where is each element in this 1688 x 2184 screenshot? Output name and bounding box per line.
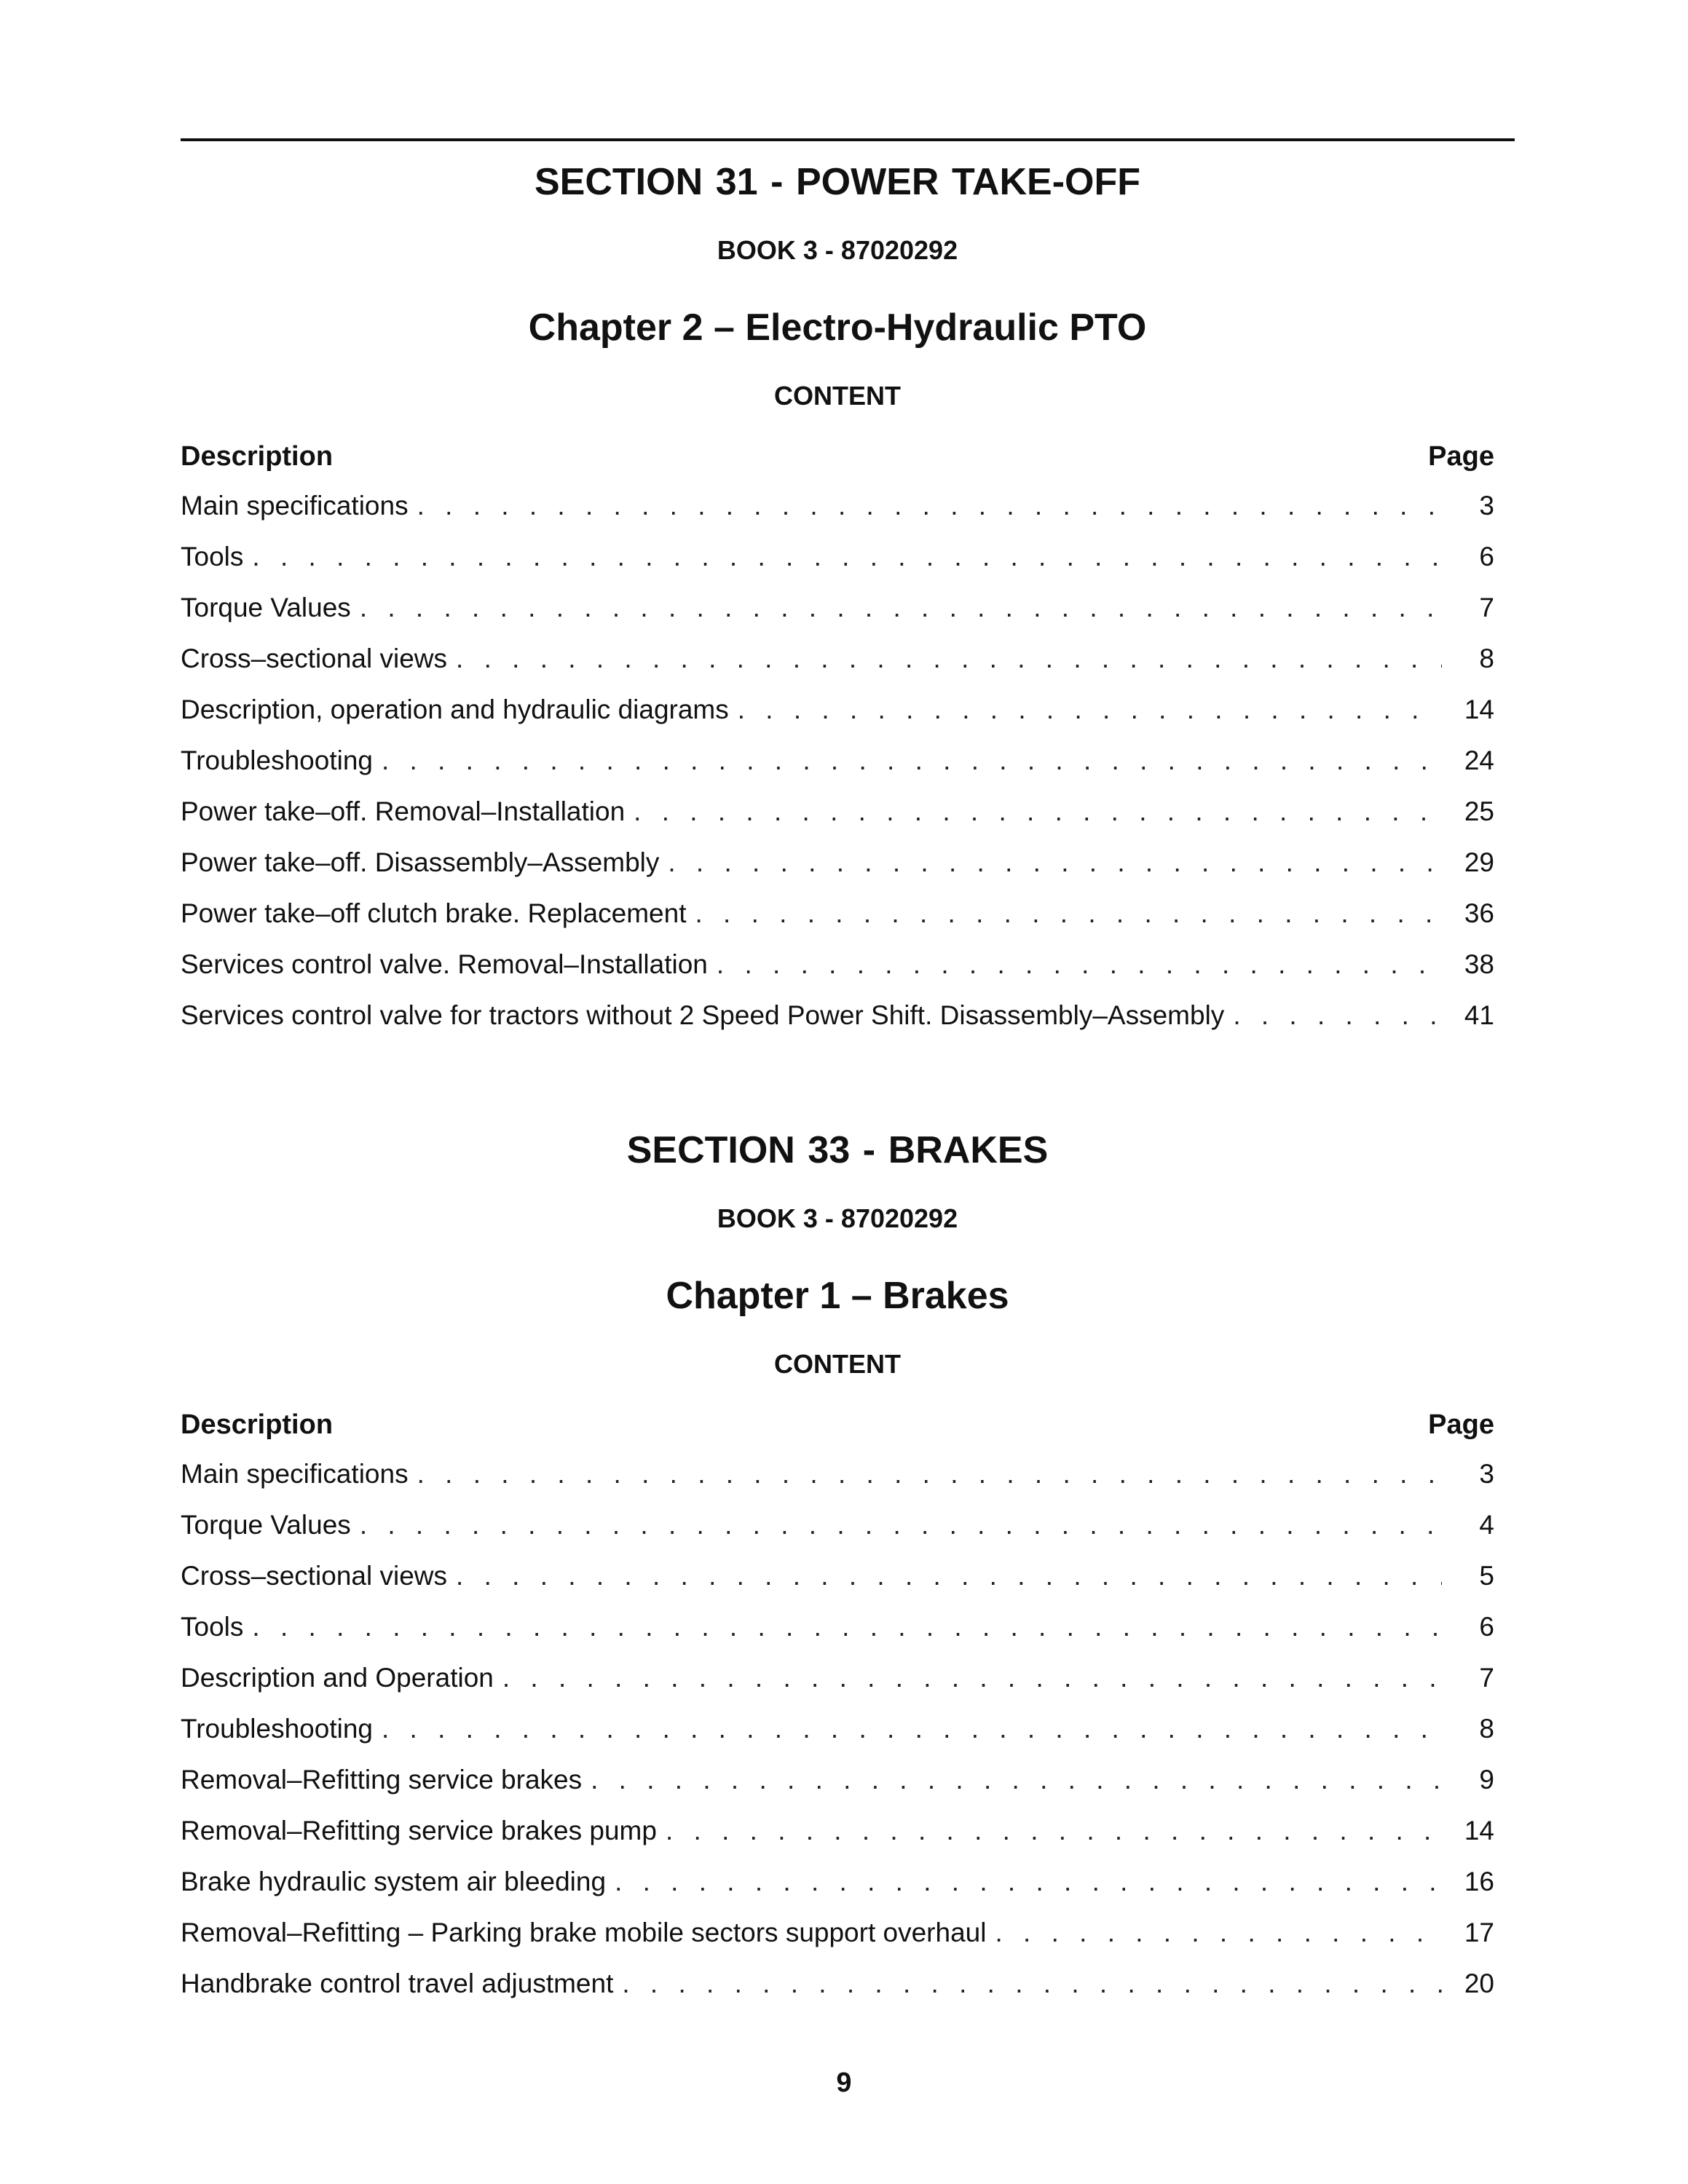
toc-entry[interactable] — [181, 1661, 1494, 1712]
toc-entry[interactable] — [181, 642, 1494, 693]
toc-entry[interactable] — [181, 1763, 1494, 1814]
toc-entry-page: 17 — [1464, 1918, 1494, 1947]
toc-entry-page: 7 — [1479, 1663, 1494, 1693]
toc-entry[interactable] — [181, 1610, 1494, 1661]
toc-entry-page: 6 — [1479, 1612, 1494, 1642]
dot-leader — [1233, 999, 1442, 1032]
toc-entry-title: Description and Operation — [181, 1663, 494, 1693]
toc-header — [181, 1408, 1494, 1441]
toc-entry-title: Brake hydraulic system air bleeding — [181, 1867, 607, 1896]
toc-entry-page: 36 — [1464, 898, 1494, 928]
dot-leader — [615, 1865, 1442, 1899]
dot-leader — [252, 1610, 1442, 1644]
toc-entry-page: 14 — [1464, 695, 1494, 724]
content-label: CONTENT — [774, 381, 901, 411]
toc-entry[interactable] — [181, 1508, 1494, 1559]
toc-entry-title: Power take–off clutch brake. Replacement — [181, 898, 687, 928]
toc-entry-title: Removal–Refitting – Parking brake mobile sectors support overhaul — [181, 1918, 987, 1947]
toc-entry-title: Tools — [181, 542, 244, 571]
toc-entry-page: 24 — [1464, 745, 1494, 775]
content-label: CONTENT — [774, 1349, 901, 1379]
toc-entry-page: 29 — [1464, 847, 1494, 877]
toc-list — [181, 489, 1494, 1050]
book-reference: BOOK 3 - 87020292 — [717, 1203, 958, 1233]
toc-entry-title: Torque Values — [181, 593, 351, 622]
toc-entry-page: 6 — [1479, 542, 1494, 571]
toc-entry-page: 3 — [1479, 1459, 1494, 1489]
dot-leader — [382, 744, 1442, 778]
dot-leader — [360, 591, 1442, 625]
dot-leader — [360, 1508, 1442, 1542]
toc-header-page: Page — [1428, 441, 1494, 472]
toc-entry[interactable] — [181, 1559, 1494, 1610]
toc-entry-page: 8 — [1479, 644, 1494, 673]
dot-leader — [622, 1967, 1442, 2001]
section-brakes — [181, 1127, 1494, 2018]
dot-leader — [417, 1457, 1442, 1491]
chapter-title: Chapter 1 – Brakes — [666, 1275, 1009, 1317]
dot-leader — [668, 846, 1442, 879]
toc-entry[interactable] — [181, 846, 1494, 897]
toc-entry-title: Services control valve for tractors without 2 Speed Power Shift. Disassembly–Assembly — [181, 1000, 1225, 1030]
toc-entry-title: Tools — [181, 1612, 244, 1642]
toc-entry[interactable] — [181, 897, 1494, 948]
toc-entry[interactable] — [181, 540, 1494, 591]
dot-leader — [382, 1712, 1442, 1746]
dot-leader — [456, 1559, 1442, 1593]
toc-entry[interactable] — [181, 999, 1494, 1050]
toc-header-description: Description — [181, 1409, 334, 1440]
top-rule — [181, 138, 1515, 141]
toc-entry-page: 3 — [1479, 491, 1494, 521]
toc-entry-page: 4 — [1479, 1510, 1494, 1540]
toc-entry-page: 7 — [1479, 593, 1494, 622]
toc-entry[interactable] — [181, 693, 1494, 744]
toc-header-description: Description — [181, 441, 334, 472]
toc-entry[interactable] — [181, 489, 1494, 540]
toc-entry-page: 8 — [1479, 1714, 1494, 1744]
toc-entry-title: Cross–sectional views — [181, 1561, 448, 1591]
toc-entry[interactable] — [181, 591, 1494, 642]
toc-entry-title: Power take–off. Disassembly–Assembly — [181, 847, 660, 877]
toc-entry-title: Main specifications — [181, 491, 409, 521]
section-title: SECTION 31 - POWER TAKE-OFF — [535, 161, 1140, 203]
toc-header — [181, 440, 1494, 473]
toc-entry[interactable] — [181, 1457, 1494, 1508]
toc-entry[interactable] — [181, 1967, 1494, 2018]
toc-entry-title: Power take–off. Removal–Installation — [181, 796, 626, 826]
toc-entry-title: Removal–Refitting service brakes pump — [181, 1816, 657, 1845]
toc-entry-title: Troubleshooting — [181, 745, 373, 775]
dot-leader — [995, 1916, 1442, 1950]
toc-entry-title: Services control valve. Removal–Installation — [181, 949, 708, 979]
toc-entry-title: Cross–sectional views — [181, 644, 448, 673]
toc-list — [181, 1457, 1494, 2018]
dot-leader — [417, 489, 1442, 523]
section-power-take-off — [181, 159, 1494, 1050]
toc-entry-page: 16 — [1464, 1867, 1494, 1896]
toc-entry-title: Troubleshooting — [181, 1714, 373, 1744]
toc-entry-title: Description, operation and hydraulic diagrams — [181, 695, 729, 724]
chapter-title: Chapter 2 – Electro-Hydraulic PTO — [528, 306, 1147, 349]
toc-entry-page: 25 — [1464, 796, 1494, 826]
toc-entry[interactable] — [181, 744, 1494, 795]
dot-leader — [666, 1814, 1442, 1848]
dot-leader — [502, 1661, 1442, 1695]
toc-entry[interactable] — [181, 1916, 1494, 1967]
dot-leader — [456, 642, 1442, 676]
page-number: 9 — [836, 2068, 852, 2098]
toc-entry-page: 20 — [1464, 1969, 1494, 1998]
dot-leader — [634, 795, 1442, 828]
dot-leader — [695, 897, 1442, 930]
toc-entry-page: 5 — [1479, 1561, 1494, 1591]
toc-entry[interactable] — [181, 1712, 1494, 1763]
toc-entry-page: 38 — [1464, 949, 1494, 979]
section-title: SECTION 33 - BRAKES — [626, 1129, 1049, 1171]
toc-entry-page: 14 — [1464, 1816, 1494, 1845]
dot-leader — [252, 540, 1442, 574]
dot-leader — [591, 1763, 1442, 1797]
toc-entry-page: 41 — [1464, 1000, 1494, 1030]
toc-header-page: Page — [1428, 1409, 1494, 1440]
toc-entry[interactable] — [181, 948, 1494, 999]
toc-entry[interactable] — [181, 1865, 1494, 1916]
book-reference: BOOK 3 - 87020292 — [717, 235, 958, 265]
toc-entry-title: Handbrake control travel adjustment — [181, 1969, 614, 1998]
dot-leader — [738, 693, 1442, 727]
toc-entry-title: Torque Values — [181, 1510, 351, 1540]
toc-entry-page: 9 — [1479, 1765, 1494, 1795]
dot-leader — [717, 948, 1442, 981]
toc-entry[interactable] — [181, 795, 1494, 846]
toc-entry[interactable] — [181, 1814, 1494, 1865]
toc-entry-title: Main specifications — [181, 1459, 409, 1489]
toc-entry-title: Removal–Refitting service brakes — [181, 1765, 583, 1795]
